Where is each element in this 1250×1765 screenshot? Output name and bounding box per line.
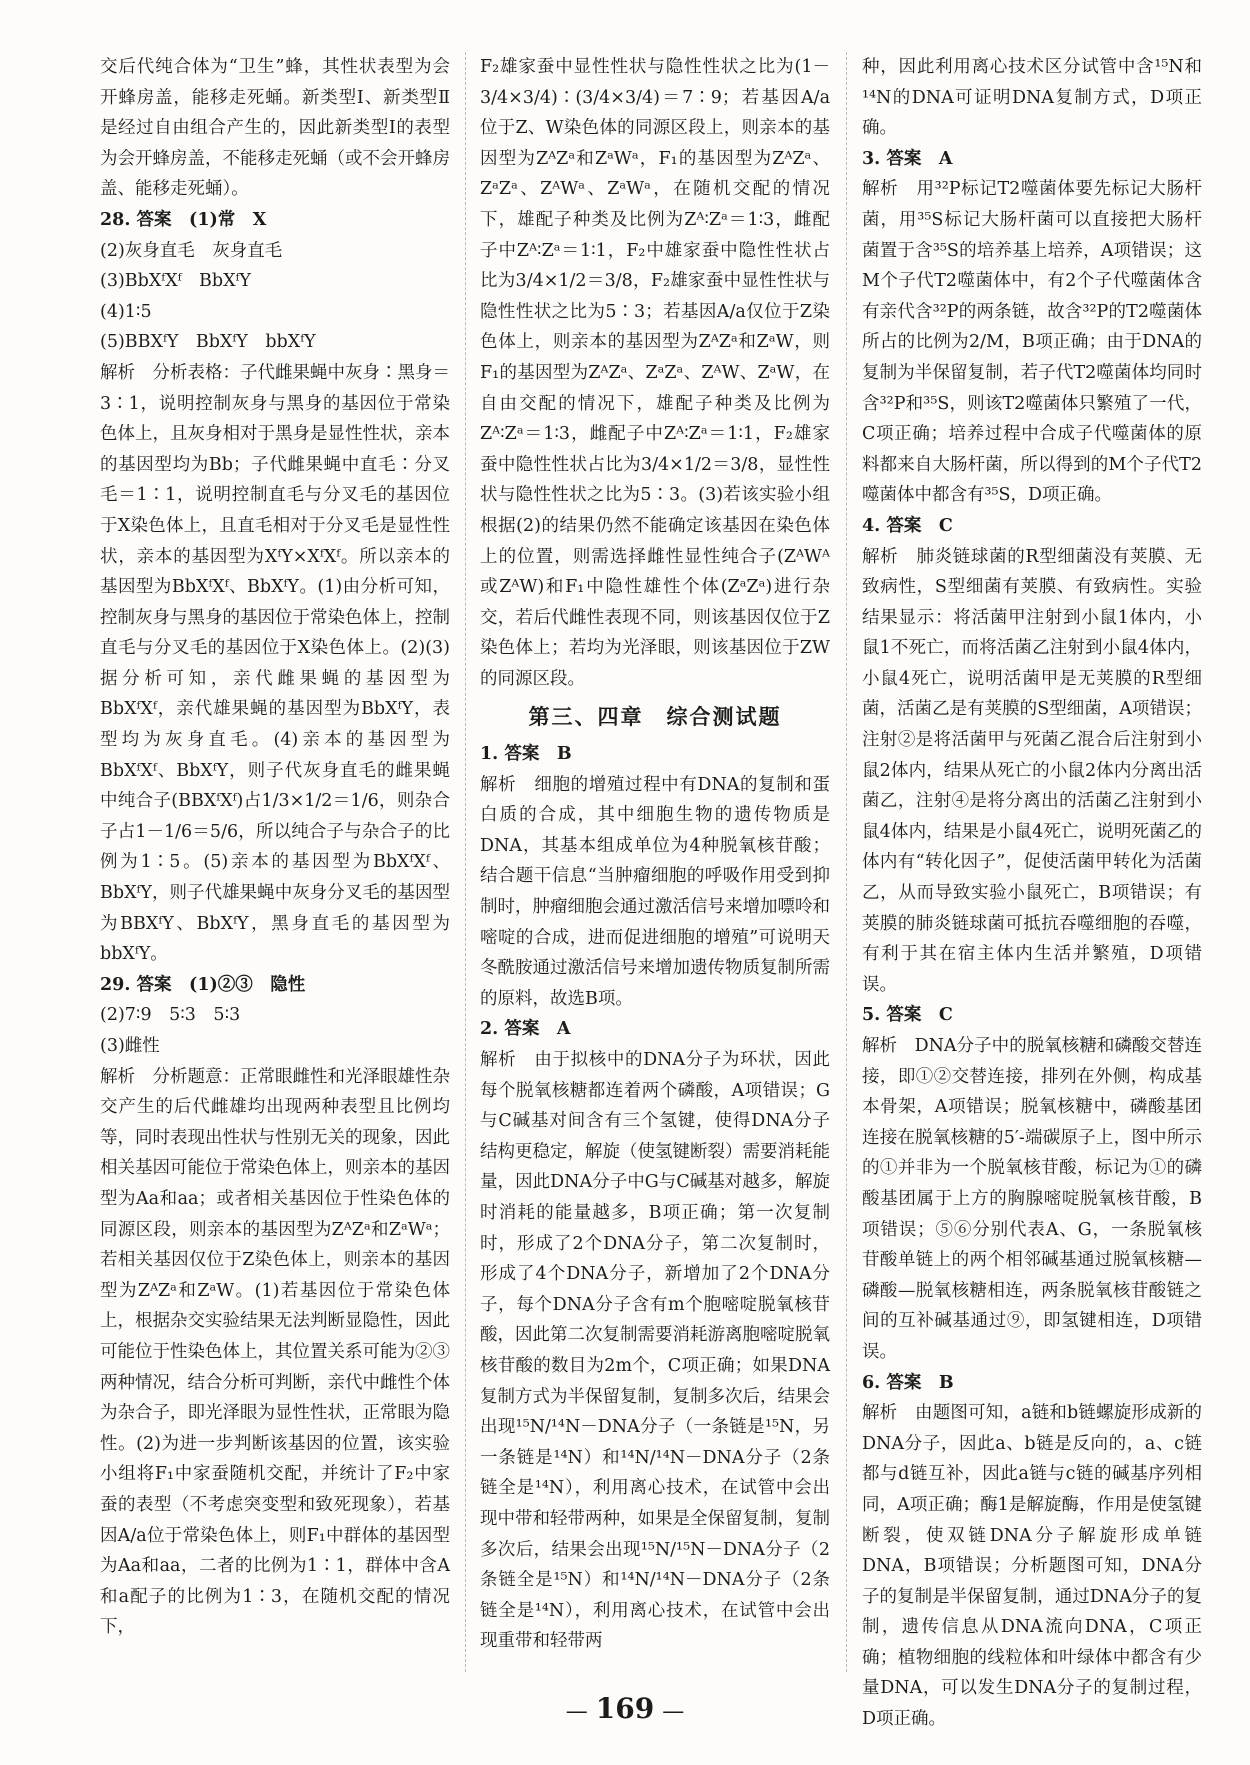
analysis-4: 解析 肺炎链球菌的R型细菌没有荚膜、无致病性，S型细菌有荚膜、有致病性。实验结果显示：将活菌甲注射到小鼠1体内，小鼠1不死亡，而将活菌乙注射到小鼠4体内，小鼠4死亡，说明活菌甲是无荚膜的R型细菌，活菌乙是有荚膜的S型细菌，A项错误；注射②是将活菌甲与死菌乙混合后注射到小鼠2体内，结果从死亡的小鼠2体内分离出活菌乙，注射④是将分离出的活菌乙注射到小鼠4体内，结果是小鼠4死亡，说明死菌乙的体内有“转化因子”，促使活菌甲转化为活菌乙，从而导致实验小鼠死亡，B项错误；有荚膜的肺炎链球菌可抵抗吞噬细胞的吞噬，有利于其在宿主体内生活并繁殖，D项错误。	[862, 546, 1202, 995]
page-number-dash-right: —	[662, 1699, 685, 1724]
paragraph: 交后代纯合体为“卫生”蜂，其性状表型为会开蜂房盖，能移走死蛹。新类型Ⅰ、新类型Ⅱ是经过自由组合产生的，因此新类型Ⅰ的表型为会开蜂房盖，不能移走死蛹（或不会开蜂房盖、能移走死蛹）。	[100, 57, 450, 200]
column-middle	[480, 52, 830, 1657]
page-number-dash-left: —	[565, 1699, 588, 1724]
answer-1: 1. 答案 B	[480, 744, 572, 765]
answer-line: (3)BbXᶠXᶠ BbXᶠY	[100, 271, 251, 292]
column-right	[862, 52, 1202, 1735]
page-number	[0, 1692, 1250, 1725]
answer-line: (3)雌性	[100, 1036, 160, 1056]
column-left	[100, 52, 450, 1643]
analysis-5: 解析 DNA分子中的脱氧核糖和磷酸交替连接，即①②交替连接，排列在外侧，构成基本骨架，A项错误；脱氧核糖中，磷酸基团连接在脱氧核糖的5′-端碳原子上，图中所示的①并非为一个脱氧核苷酸，标记为①的磷酸基团属于上方的胸腺嘧啶脱氧核苷酸，B项错误；⑤⑥分别代表A、G，一条脱氧核苷酸单链上的两个相邻碱基通过脱氧核糖—磷酸—脱氧核糖相连，两条脱氧核苷酸链之间的互补碱基通过⑨，即氢键相连，D项错误。	[862, 1036, 1202, 1362]
answer-29: 29. 答案 (1)②③ 隐性	[100, 974, 306, 995]
paragraph: F₂雄家蚕中显性性状与隐性性状之比为(1－3/4×3/4)∶(3/4×3/4)＝7∶9；若基因A/a位于Z、W染色体的同源区段上，则亲本的基因型为ZᴬZᵃ和ZᵃWᵃ，F₁的基因型为ZᴬZᵃ、ZᵃZᵃ、ZᴬWᵃ、ZᵃWᵃ，在随机交配的情况下，雄配子种类及比例为Zᴬ∶Zᵃ＝1∶3，雌配子中Zᴬ∶Zᵃ＝1∶1，F₂中雄家蚕中隐性性状占比为3/4×1/2＝3/8，F₂雄家蚕中显性性状与隐性性状之比为5∶3；若基因A/a仅位于Z染色体上，则亲本的基因型为ZᴬZᵃ和ZᵃW，则F₁的基因型为ZᴬZᵃ、ZᵃZᵃ、ZᴬW、ZᵃW，在自由交配的情况下，雄配子种类及比例为Zᴬ∶Zᵃ＝1∶3，雌配子中Zᴬ∶Zᵃ＝1∶1，F₂雄家蚕中隐性性状占比为3/4×1/2＝3/8，显性性状与隐性性状之比为5∶3。(3)若该实验小组根据(2)的结果仍然不能确定该基因在染色体上的位置，则需选择雌性显性纯合子(ZᴬWᴬ或ZᴬW)和F₁中隐性雄性个体(ZᵃZᵃ)进行杂交，若后代雌性表现不同，则该基因仅位于Z染色体上；若均为光泽眼，则该基因位于ZW的同源区段。	[480, 57, 830, 689]
analysis-2: 解析 由于拟核中的DNA分子为环状，因此每个脱氧核糖都连着两个磷酸，A项错误；G与C碱基对间含有三个氢键，使得DNA分子结构更稳定，解旋（使氢键断裂）需要消耗能量，因此DNA分子中G与C碱基对越多，解旋时消耗的能量越多，B项正确；第一次复制时，形成了2个DNA分子，第二次复制时，形成了4个DNA分子，新增加了2个DNA分子，每个DNA分子含有m个胞嘧啶脱氧核苷酸，因此第二次复制需要消耗游离胞嘧啶脱氧核苷酸的数目为2m个，C项正确；如果DNA复制方式为半保留复制，复制多次后，结果会出现¹⁵N/¹⁴N－DNA分子（一条链是¹⁵N，另一条链是¹⁴N）和¹⁴N/¹⁴N－DNA分子（2条链全是¹⁴N），利用离心技术，在试管中会出现中带和轻带两种，如果是全保留复制，复制多次后，结果会出现¹⁵N/¹⁵N－DNA分子（2条链全是¹⁵N）和¹⁴N/¹⁴N－DNA分子（2条链全是¹⁴N），利用离心技术，在试管中会出现重带和轻带两	[480, 1050, 830, 1652]
section-title: 第三、四章 综合测试题	[528, 705, 782, 730]
answer-4: 4. 答案 C	[862, 515, 953, 536]
analysis-29: 解析 分析题意：正常眼雌性和光泽眼雄性杂交产生的后代雌雄均出现两种表型且比例均等，同时表现出性状与性别无关的现象，因此相关基因可能位于常染色体上，则亲本的基因型为Aa和aa；或者相关基因位于性染色体的同源区段，则亲本的基因型为ZᴬZᵃ和ZᵃWᵃ；若相关基因仅位于Z染色体上，则亲本的基因型为ZᴬZᵃ和ZᵃW。(1)若基因位于常染色体上，根据杂交实验结果无法判断显隐性，因此可能位于性染色体上，其位置关系可能为②③两种情况，结合分析可判断，亲代中雌性个体为杂合子，即光泽眼为显性性状，正常眼为隐性。(2)为进一步判断该基因的位置，该实验小组将F₁中家蚕随机交配，并统计了F₂中家蚕的表型（不考虑突变型和致死现象），若基因A/a位于常染色体上，则F₁中群体的基因型为Aa和aa，二者的比例为1∶1，群体中含A和a配子的比例为1∶3，在随机交配的情况下，	[100, 1066, 450, 1638]
answer-28: 28. 答案 (1)常 X	[100, 209, 267, 230]
answer-line: (4)1∶5	[100, 301, 152, 322]
answer-5: 5. 答案 C	[862, 1005, 953, 1026]
analysis-1: 解析 细胞的增殖过程中有DNA的复制和蛋白质的合成，其中细胞生物的遗传物质是DNA，其基本组成单位为4种脱氧核苷酸；结合题干信息“当肿瘤细胞的呼吸作用受到抑制时，肿瘤细胞会通过激活信号来增加嘌呤和嘧啶的合成，进而促进细胞的增殖”可说明天冬酰胺通过激活信号来增加遗传物质复制所需的原料，故选B项。	[480, 774, 830, 1009]
answer-line: (2)灰身直毛 灰身直毛	[100, 240, 283, 261]
column-divider	[465, 52, 466, 1672]
answer-6: 6. 答案 B	[862, 1372, 954, 1393]
answer-2: 2. 答案 A	[480, 1019, 571, 1040]
paragraph: 种，因此利用离心技术区分试管中含¹⁵N和¹⁴N的DNA可证明DNA复制方式，D项正确。	[862, 57, 1202, 139]
page-number-value: 169	[595, 1692, 655, 1725]
analysis-6: 解析 由题图可知，a链和b链螺旋形成新的DNA分子，因此a、b链是反向的，a、c链都与d链互补，因此a链与c链的碱基序列相同，A项正确；酶1是解旋酶，作用是使氢键断裂，使双链DNA分子解旋形成单链DNA，B项错误；分析题图可知，DNA分子的复制是半保留复制，通过DNA分子的复制，遗传信息从DNA流向DNA，C项正确；植物细胞的线粒体和叶绿体中都含有少量DNA，可以发生DNA分子的复制过程，D项正确。	[862, 1403, 1202, 1730]
analysis-28: 解析 分析表格：子代雌果蝇中灰身∶黑身＝3∶1，说明控制灰身与黑身的基因位于常染色体上，且灰身相对于黑身是显性性状，亲本的基因型均为Bb；子代雌果蝇中直毛∶分叉毛＝1∶1，说明控制直毛与分叉毛的基因位于X染色体上，且直毛相对于分叉毛是显性性状，亲本的基因型为XᶠY×XᶠXᶠ。所以亲本的基因型为BbXᶠXᶠ、BbXᶠY。(1)由分析可知，控制灰身与黑身的基因位于常染色体上，控制直毛与分叉毛的基因位于X染色体上。(2)(3)据分析可知，亲代雌果蝇的基因型为BbXᶠXᶠ，亲代雄果蝇的基因型为BbXᶠY，表型均为灰身直毛。(4)亲本的基因型为BbXᶠXᶠ、BbXᶠY，则子代灰身直毛的雌果蝇中纯合子(BBXᶠXᶠ)占1/3×1/2＝1/6，则杂合子占1－1/6＝5/6，所以纯合子与杂合子的比例为1∶5。(5)亲本的基因型为BbXᶠXᶠ、BbXᶠY，则子代雄果蝇中灰身分叉毛的基因型为BBXᶠY、BbXᶠY，黑身直毛的基因型为bbXᶠY。	[100, 362, 450, 965]
analysis-3: 解析 用³²P标记T2噬菌体要先标记大肠杆菌，用³⁵S标记大肠杆菌可以直接把大肠杆菌置于含³⁵S的培养基上培养，A项错误；这M个子代T2噬菌体中，有2个子代噬菌体含有亲代含³²P的两条链，故含³²P的T2噬菌体所占的比例为2/M，B项正确；由于DNA的复制为半保留复制，若子代T2噬菌体均同时含³²P和³⁵S，则该T2噬菌体只繁殖了一代，C项正确；培养过程中合成子代噬菌体的原料都来自大肠杆菌，所以得到的M个子代T2噬菌体中都含有³⁵S，D项正确。	[862, 179, 1202, 506]
answer-3: 3. 答案 A	[862, 148, 953, 169]
answer-line: (5)BBXᶠY BbXᶠY bbXᶠY	[100, 332, 316, 353]
column-divider	[846, 52, 847, 1672]
answer-line: (2)7∶9 5∶3 5∶3	[100, 1005, 241, 1026]
